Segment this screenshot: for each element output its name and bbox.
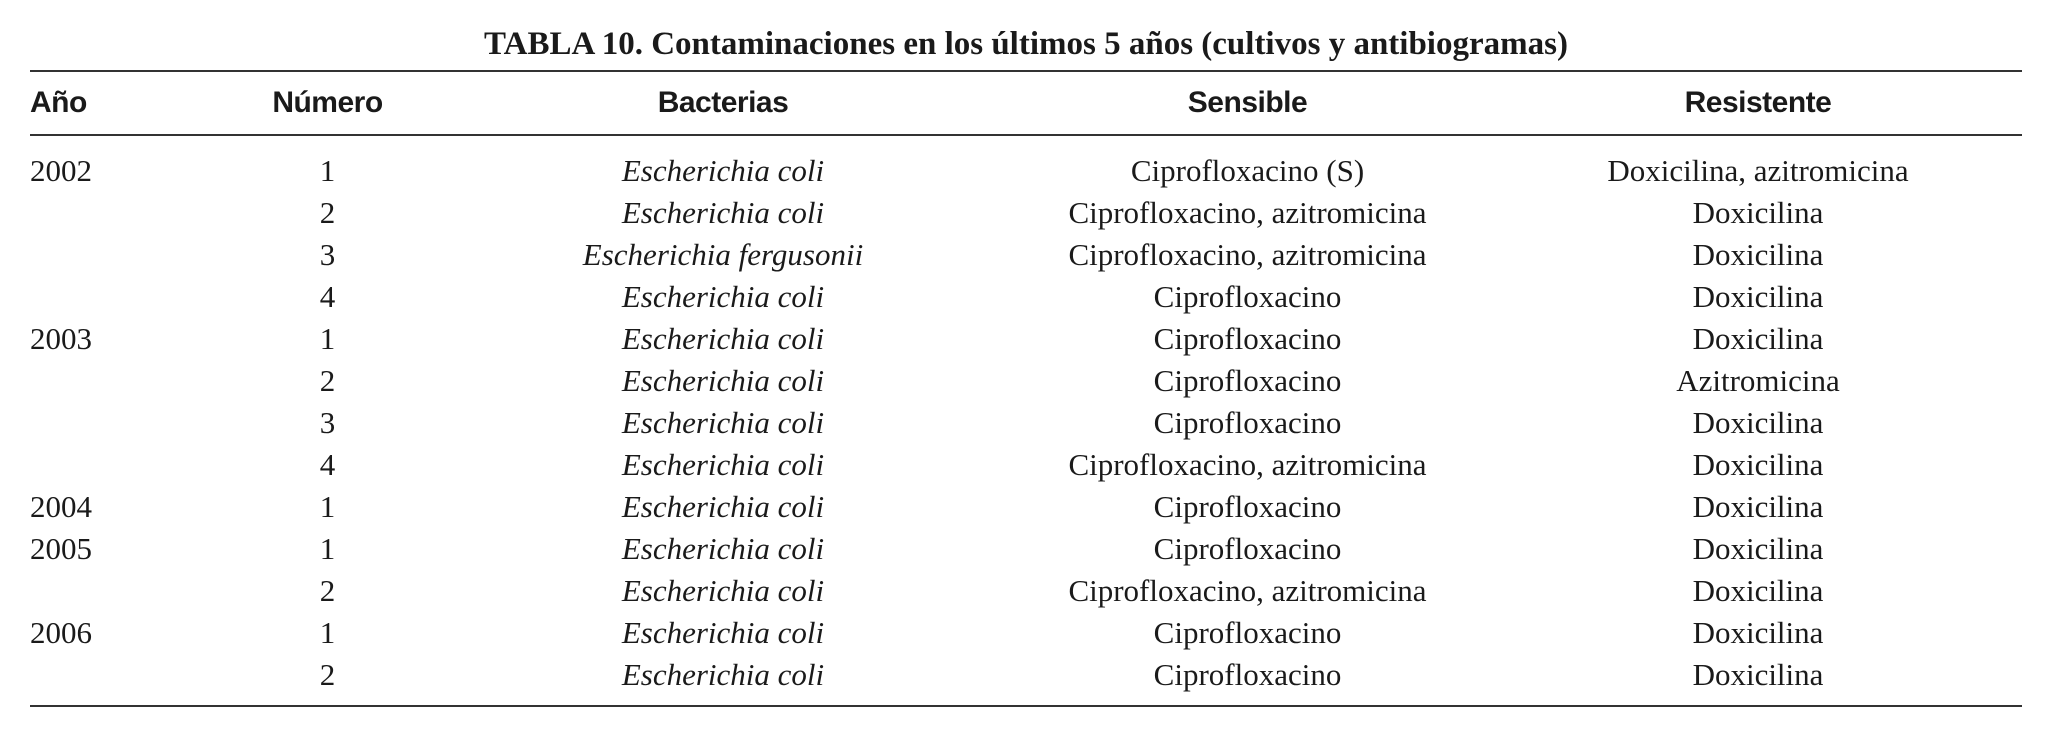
table-row: [30, 612, 2022, 654]
cell-year: 2004: [30, 489, 92, 524]
cell-resistant: Doxicilina: [1692, 573, 1824, 608]
table-body: [30, 136, 2022, 705]
cell-bacteria: Escherichia fergusonii: [582, 237, 864, 272]
bottom-rule: [30, 705, 2022, 707]
table-row: [30, 318, 2022, 360]
cell-resistant: Doxicilina: [1692, 279, 1824, 314]
cell-bacteria: Escherichia coli: [621, 447, 825, 482]
cell-bacteria: Escherichia coli: [621, 615, 825, 650]
cell-sensitive: Ciprofloxacino: [1153, 405, 1342, 440]
cell-bacteria: Escherichia coli: [621, 531, 825, 566]
cell-number: 1: [319, 153, 336, 188]
cell-number: 3: [319, 405, 336, 440]
cell-resistant: Azitromicina: [1676, 363, 1840, 398]
header-bacteria: Bacterias: [657, 86, 789, 119]
cell-bacteria: Escherichia coli: [621, 153, 825, 188]
cell-resistant: Doxicilina: [1692, 237, 1824, 272]
cell-sensitive: Ciprofloxacino: [1153, 657, 1342, 692]
cell-sensitive: Ciprofloxacino, azitromicina: [1068, 573, 1427, 608]
table-title: TABLA 10. Contaminaciones en los últimos 5 años (cultivos y antibiogramas): [484, 26, 1568, 62]
cell-resistant: Doxicilina: [1692, 489, 1824, 524]
table-row: [30, 402, 2022, 444]
cell-number: 3: [319, 237, 336, 272]
cell-sensitive: Ciprofloxacino: [1153, 279, 1342, 314]
table-container: [30, 22, 2022, 707]
cell-number: 1: [319, 615, 336, 650]
table-row: [30, 486, 2022, 528]
cell-bacteria: Escherichia coli: [621, 405, 825, 440]
table-row: [30, 360, 2022, 402]
cell-sensitive: Ciprofloxacino, azitromicina: [1068, 237, 1427, 272]
header-resistant: Resistente: [1684, 86, 1832, 119]
table-row: [30, 150, 2022, 192]
cell-resistant: Doxicilina, azitromicina: [1607, 153, 1909, 188]
table-row: [30, 276, 2022, 318]
cell-resistant: Doxicilina: [1692, 321, 1824, 356]
cell-year: 2002: [30, 153, 92, 188]
table-row: [30, 444, 2022, 486]
cell-resistant: Doxicilina: [1692, 657, 1824, 692]
cell-year: 2006: [30, 615, 92, 650]
cell-bacteria: Escherichia coli: [621, 573, 825, 608]
cell-sensitive: Ciprofloxacino, azitromicina: [1068, 447, 1427, 482]
cell-bacteria: Escherichia coli: [621, 363, 825, 398]
cell-resistant: Doxicilina: [1692, 615, 1824, 650]
cell-sensitive: Ciprofloxacino: [1153, 363, 1342, 398]
table-header: [30, 72, 2022, 134]
cell-number: 1: [319, 489, 336, 524]
header-number: Número: [272, 86, 383, 119]
cell-sensitive: Ciprofloxacino: [1153, 489, 1342, 524]
cell-number: 4: [319, 279, 336, 314]
cell-sensitive: Ciprofloxacino: [1153, 531, 1342, 566]
table-row: [30, 654, 2022, 696]
cell-bacteria: Escherichia coli: [621, 195, 825, 230]
cell-number: 2: [319, 363, 336, 398]
table-row: [30, 234, 2022, 276]
cell-number: 1: [319, 531, 336, 566]
cell-resistant: Doxicilina: [1692, 447, 1824, 482]
cell-number: 4: [319, 447, 336, 482]
cell-bacteria: Escherichia coli: [621, 321, 825, 356]
cell-number: 1: [319, 321, 336, 356]
cell-resistant: Doxicilina: [1692, 405, 1824, 440]
cell-sensitive: Ciprofloxacino: [1153, 321, 1342, 356]
cell-bacteria: Escherichia coli: [621, 657, 825, 692]
header-sensitive: Sensible: [1187, 86, 1308, 119]
table-row: [30, 192, 2022, 234]
cell-bacteria: Escherichia coli: [621, 279, 825, 314]
table-row: [30, 570, 2022, 612]
cell-sensitive: Ciprofloxacino, azitromicina: [1068, 195, 1427, 230]
cell-resistant: Doxicilina: [1692, 195, 1824, 230]
cell-sensitive: Ciprofloxacino: [1153, 615, 1342, 650]
table-row: [30, 528, 2022, 570]
header-year: Año: [30, 86, 87, 119]
cell-number: 2: [319, 657, 336, 692]
cell-sensitive: Ciprofloxacino (S): [1130, 153, 1365, 188]
cell-bacteria: Escherichia coli: [621, 489, 825, 524]
cell-number: 2: [319, 573, 336, 608]
cell-number: 2: [319, 195, 336, 230]
cell-resistant: Doxicilina: [1692, 531, 1824, 566]
cell-year: 2003: [30, 321, 92, 356]
cell-year: 2005: [30, 531, 92, 566]
